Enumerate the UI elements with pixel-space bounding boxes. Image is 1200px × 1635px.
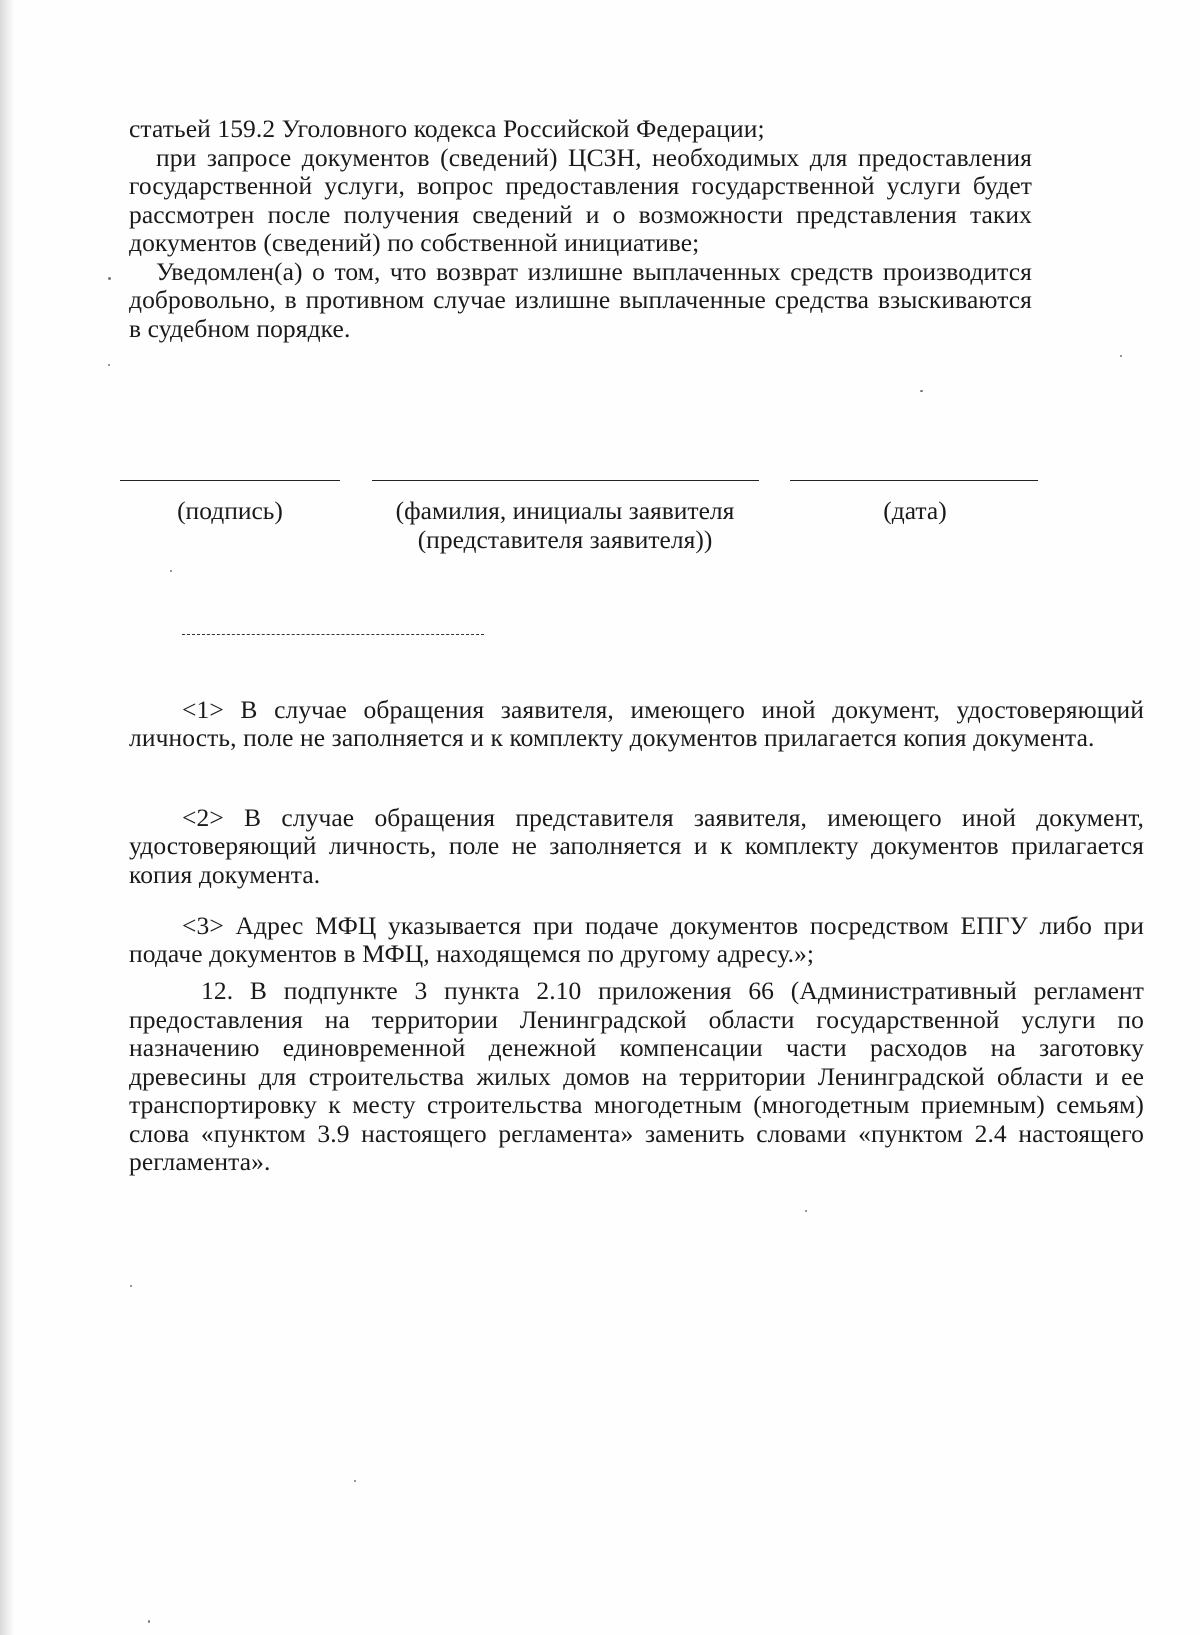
scan-speck xyxy=(148,1620,150,1623)
scan-speck xyxy=(108,364,110,366)
signature-label: (подпись) xyxy=(177,496,283,525)
date-line xyxy=(790,480,1038,481)
item-12-block xyxy=(129,977,1144,1177)
scan-speck xyxy=(108,277,111,280)
scan-speck xyxy=(805,1210,807,1212)
signature-line xyxy=(120,480,340,481)
scan-speck xyxy=(920,390,923,392)
paragraph-document-request: при запросе документов (сведений) ЦСЗН, необходимых для предоставления государственной услуги, вопрос предоставления государственной услуги будет рассмотрен после получения сведений и о возможности представления таких документов (сведений) по собственной инициативе; xyxy=(129,142,1032,257)
scan-speck xyxy=(170,570,172,572)
date-label: (дата) xyxy=(883,496,947,525)
upper-text-block xyxy=(129,115,1032,343)
scan-speck xyxy=(1120,355,1122,357)
name-label: (фамилия, инициалы заявителя (представителя заявителя)) xyxy=(395,496,735,554)
scan-edge-shadow xyxy=(0,0,14,1635)
footnote-1: <1> В случае обращения заявителя, имеющего иной документ, удостоверяющий личность, поле не заполняется и к комплекту документов прилагается копия документа. xyxy=(129,694,1144,752)
paragraph-article-reference: статьей 159.2 Уголовного кодекса Российской Федерации; xyxy=(129,114,765,143)
name-line xyxy=(372,480,759,481)
item-12-paragraph: 12. В подпункте 3 пункта 2.10 приложения 66 (Административный регламент предоставления на территории Ленинградской области государственной услуги по назначению единовременной денежной компенсации части расходов на заготовку древесины для строительства жилых домов на территории Ленинградской области и ее транспортировку к месту строительства многодетным (многодетным приемным) семьям) слова «пунктом 3.9 настоящего регламента» заменить словами «пунктом 2.4 настоящего регламента». xyxy=(129,976,1144,1176)
footnote-separator xyxy=(182,634,484,635)
scan-speck xyxy=(130,1285,132,1287)
scan-speck xyxy=(354,1480,356,1482)
paragraph-refund-notice: Уведомлен(а) о том, что возврат излишне выплаченных средств производится добровольно, в противном случае излишне выплаченные средства взыскиваются в судебном порядке. xyxy=(129,256,1032,343)
footnote-2: <2> В случае обращения представителя заявителя, имеющего иной документ, удостоверяющий личность, поле не заполняется и к комплекту документов прилагается копия документа. xyxy=(129,802,1144,889)
footnote-3: <3> Адрес МФЦ указывается при подаче документов посредством ЕПГУ либо при подаче документов в МФЦ, находящемся по другому адресу.»; xyxy=(129,910,1144,968)
